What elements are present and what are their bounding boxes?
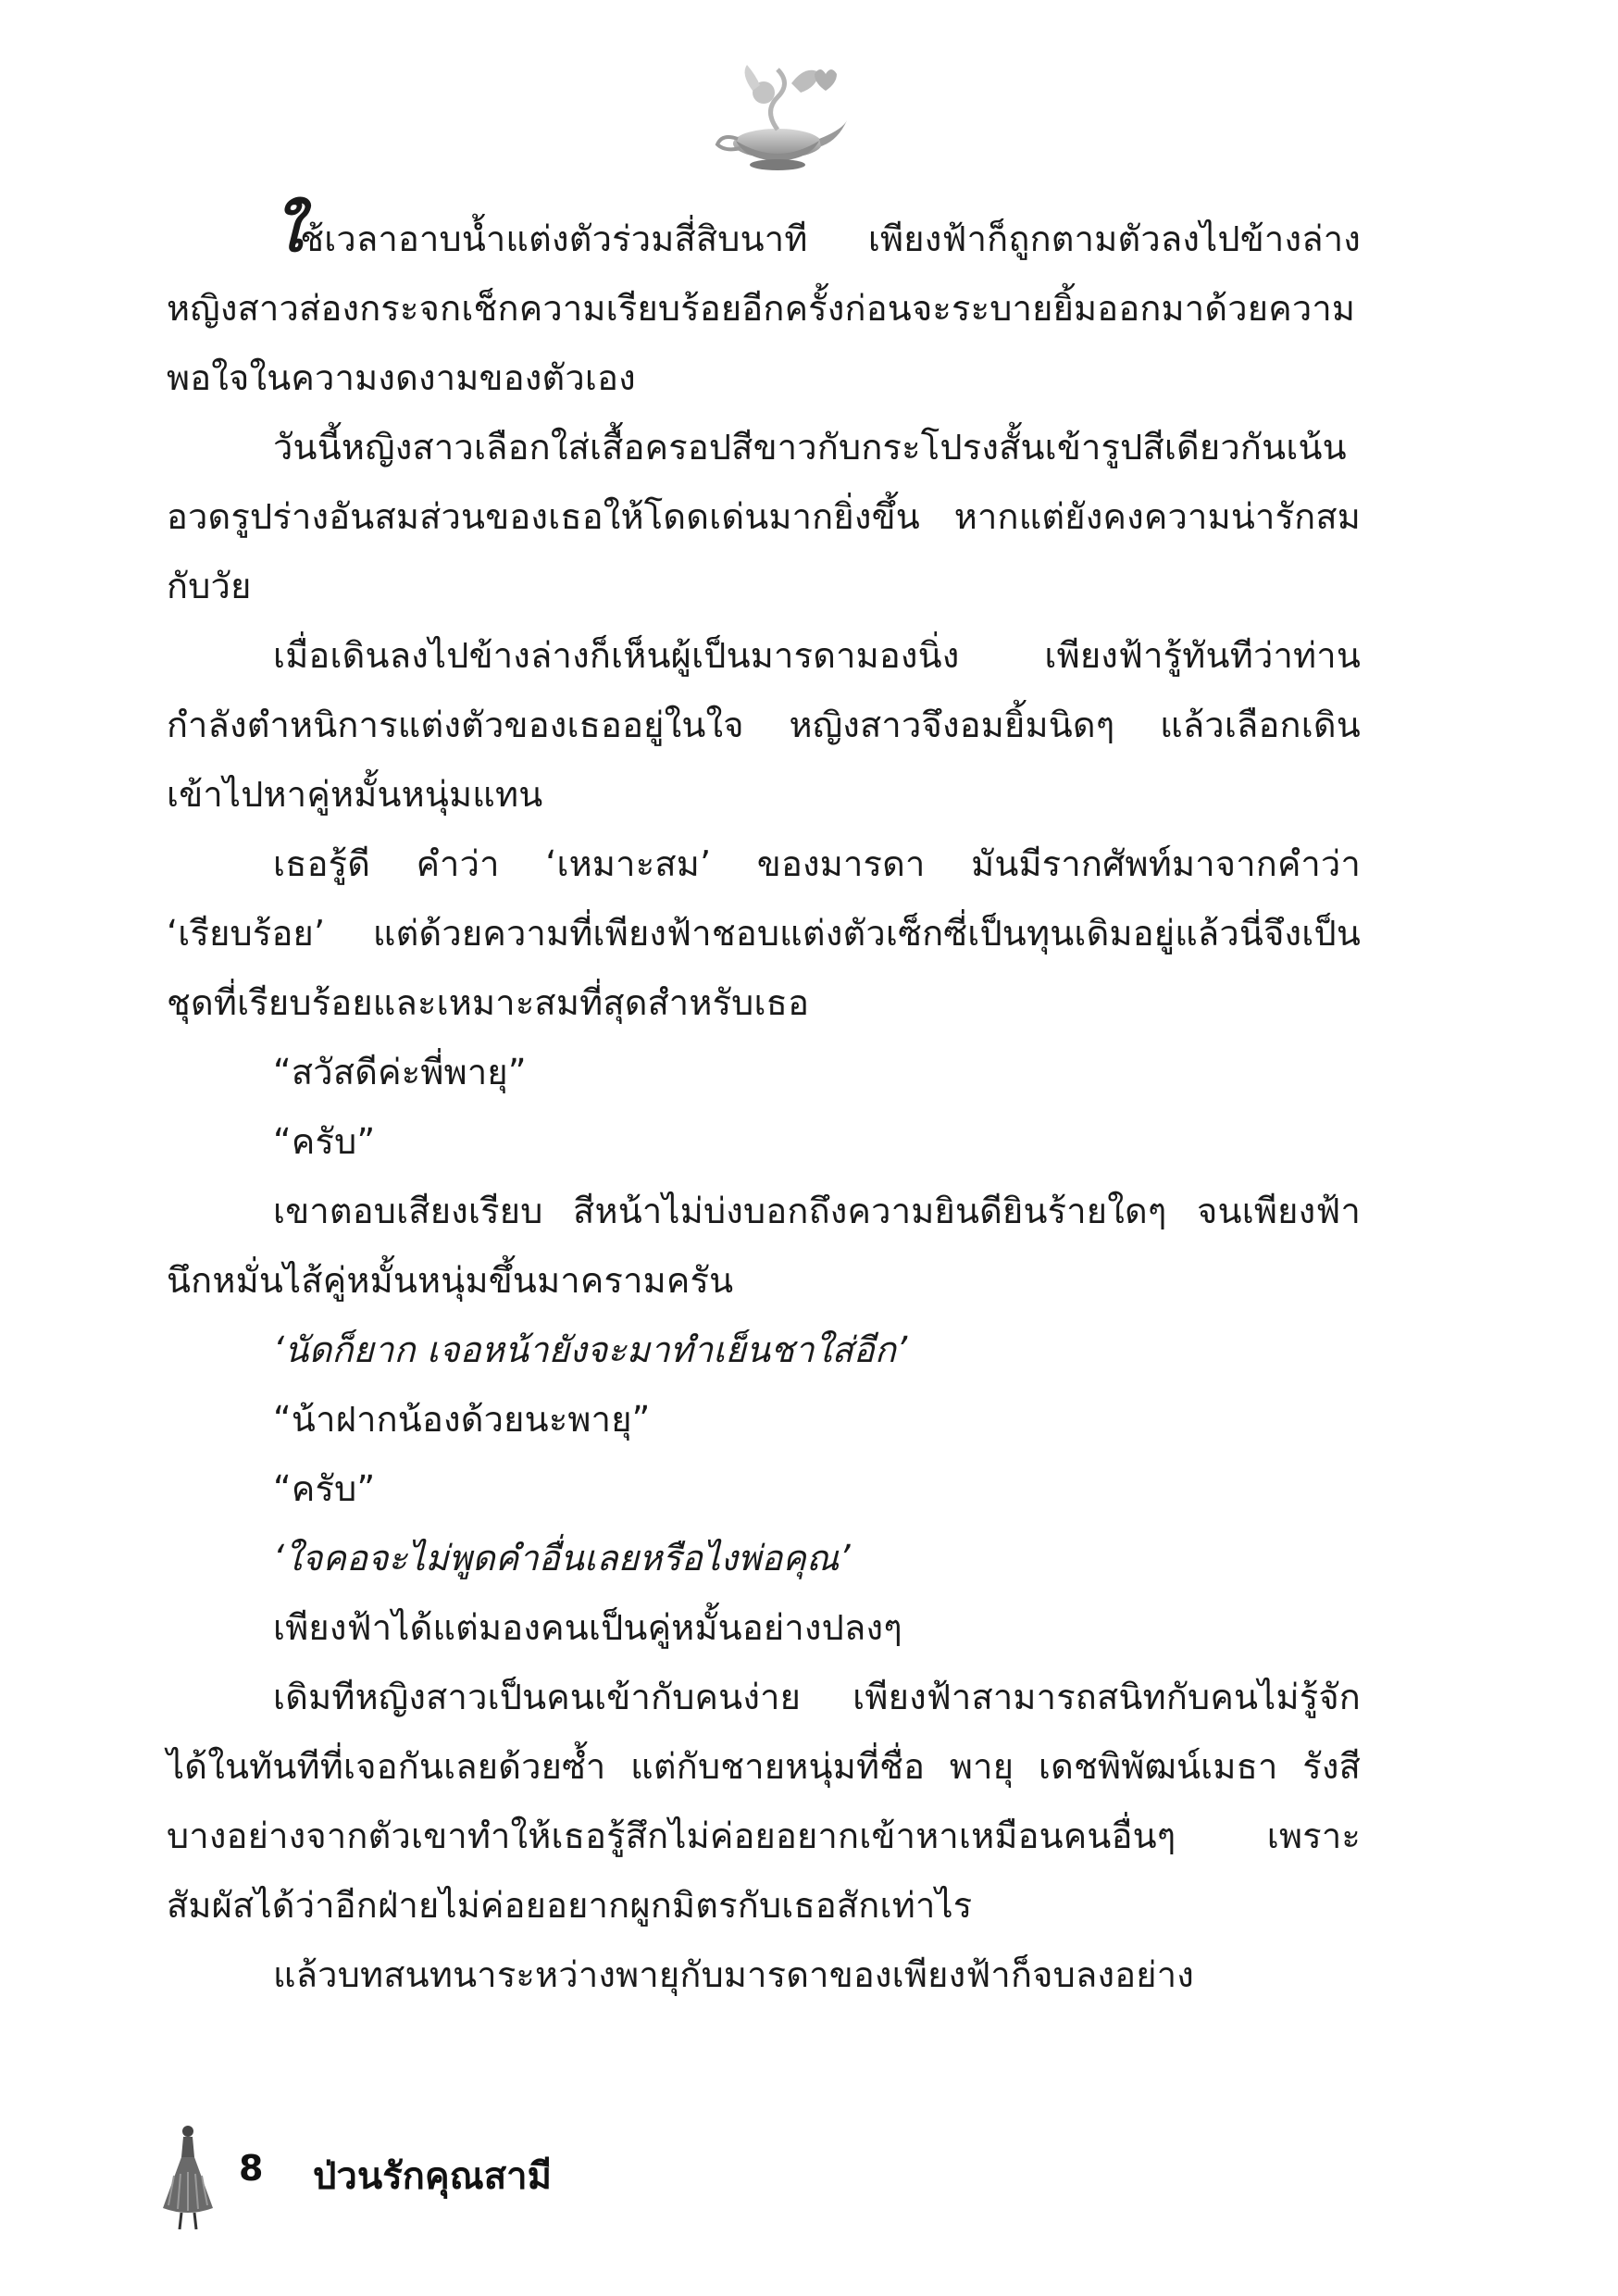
paragraph: เพียงฟ้าได้แต่มองคนเป็นคู่หมั้นอย่างปลงๆ: [273, 1607, 902, 1648]
paragraph: เธอรู้ดี คำว่า ‘เหมาะสม’ ของมารดา มันมีรากศัพท์มาจากคำว่า ‘เรียบร้อย’ แต่ด้วยความที่เพียงฟ้าชอบแต่งตัวเซ็กซี่เป็นทุนเดิมอยู่แล้วนี่จึงเป็นชุดที่เรียบร้อยและเหมาะสมที่สุดสำหรับเธอ: [167, 843, 1361, 1023]
paragraph-text: ช้เวลาอาบน้ำแต่งตัวร่วมสี่สิบนาที เพียงฟ้าก็ถูกตามตัวลงไปข้างล่าง หญิงสาวส่องกระจกเช็กความเรียบร้อยอีกครั้งก่อนจะระบายยิ้มออกมาด้วยความพอใจในความงดงามของตัวเอง: [167, 218, 1361, 398]
page-footer: [156, 2120, 803, 2231]
paragraph: เมื่อเดินลงไปข้างล่างก็เห็นผู้เป็นมารดามองนิ่ง เพียงฟ้ารู้ทันทีว่าท่านกำลังตำหนิการแต่งตัวของเธออยู่ในใจ หญิงสาวจึงอมยิ้มนิดๆ แล้วเลือกเดินเข้าไปหาคู่หมั้นหนุ่มแทน: [167, 635, 1361, 815]
paragraph: แล้วบทสนทนาระหว่างพายุกับมารดาของเพียงฟ้าก็จบลงอย่าง: [273, 1954, 1194, 1995]
drop-cap: ใ: [273, 196, 301, 266]
page-number: 8: [239, 2148, 264, 2189]
dialogue-line: “สวัสดีค่ะพี่พายุ”: [273, 1052, 527, 1092]
inner-thought-line: ‘นัดก็ยาก เจอหน้ายังจะมาทำเย็นชาใส่อีก’: [273, 1329, 908, 1370]
paragraph: เดิมทีหญิงสาวเป็นคนเข้ากับคนง่าย เพียงฟ้าสามารถสนิทกับคนไม่รู้จักได้ในทันทีที่เจอกันเลยด้วยซ้ำ แต่กับชายหนุ่มที่ชื่อ พายุ เดชพิพัฒน์เมธา รังสีบางอย่างจากตัวเขาทำให้เธอรู้สึกไม่ค่อยอยากเข้าหาเหมือนคนอื่นๆ เพราะสัมผัสได้ว่าอีกฝ่ายไม่ค่อยอยากผูกมิตรกับเธอสักเท่าไร: [167, 1677, 1361, 1926]
lady-dress-icon: [156, 2120, 220, 2231]
book-title: ป่วนรักคุณสามี: [313, 2155, 553, 2198]
dialogue-line: “ครับ”: [273, 1121, 376, 1162]
paragraph: [167, 196, 1361, 413]
dialogue-line: “ครับ”: [273, 1468, 376, 1509]
inner-thought-line: ‘ใจคอจะไม่พูดคำอื่นเลยหรือไงพ่อคุณ’: [273, 1538, 851, 1578]
paragraph: เขาตอบเสียงเรียบ สีหน้าไม่บ่งบอกถึงความยินดียินร้ายใดๆ จนเพียงฟ้านึกหมั่นไส้คู่หมั้นหนุ่มขึ้นมาครามครัน: [167, 1191, 1361, 1301]
story-text: [167, 196, 1361, 2010]
paragraph: วันนี้หญิงสาวเลือกใส่เสื้อครอปสีขาวกับกระโปรงสั้นเข้ารูปสีเดียวกันเน้นอวดรูปร่างอันสมส่วนของเธอให้โดดเด่นมากยิ่งขึ้น หากแต่ยังคงความน่ารักสมกับวัย: [167, 427, 1361, 606]
dialogue-line: “น้าฝากน้องด้วยนะพายุ”: [273, 1399, 651, 1440]
cupid-lamp-ornament-icon: [690, 56, 856, 176]
